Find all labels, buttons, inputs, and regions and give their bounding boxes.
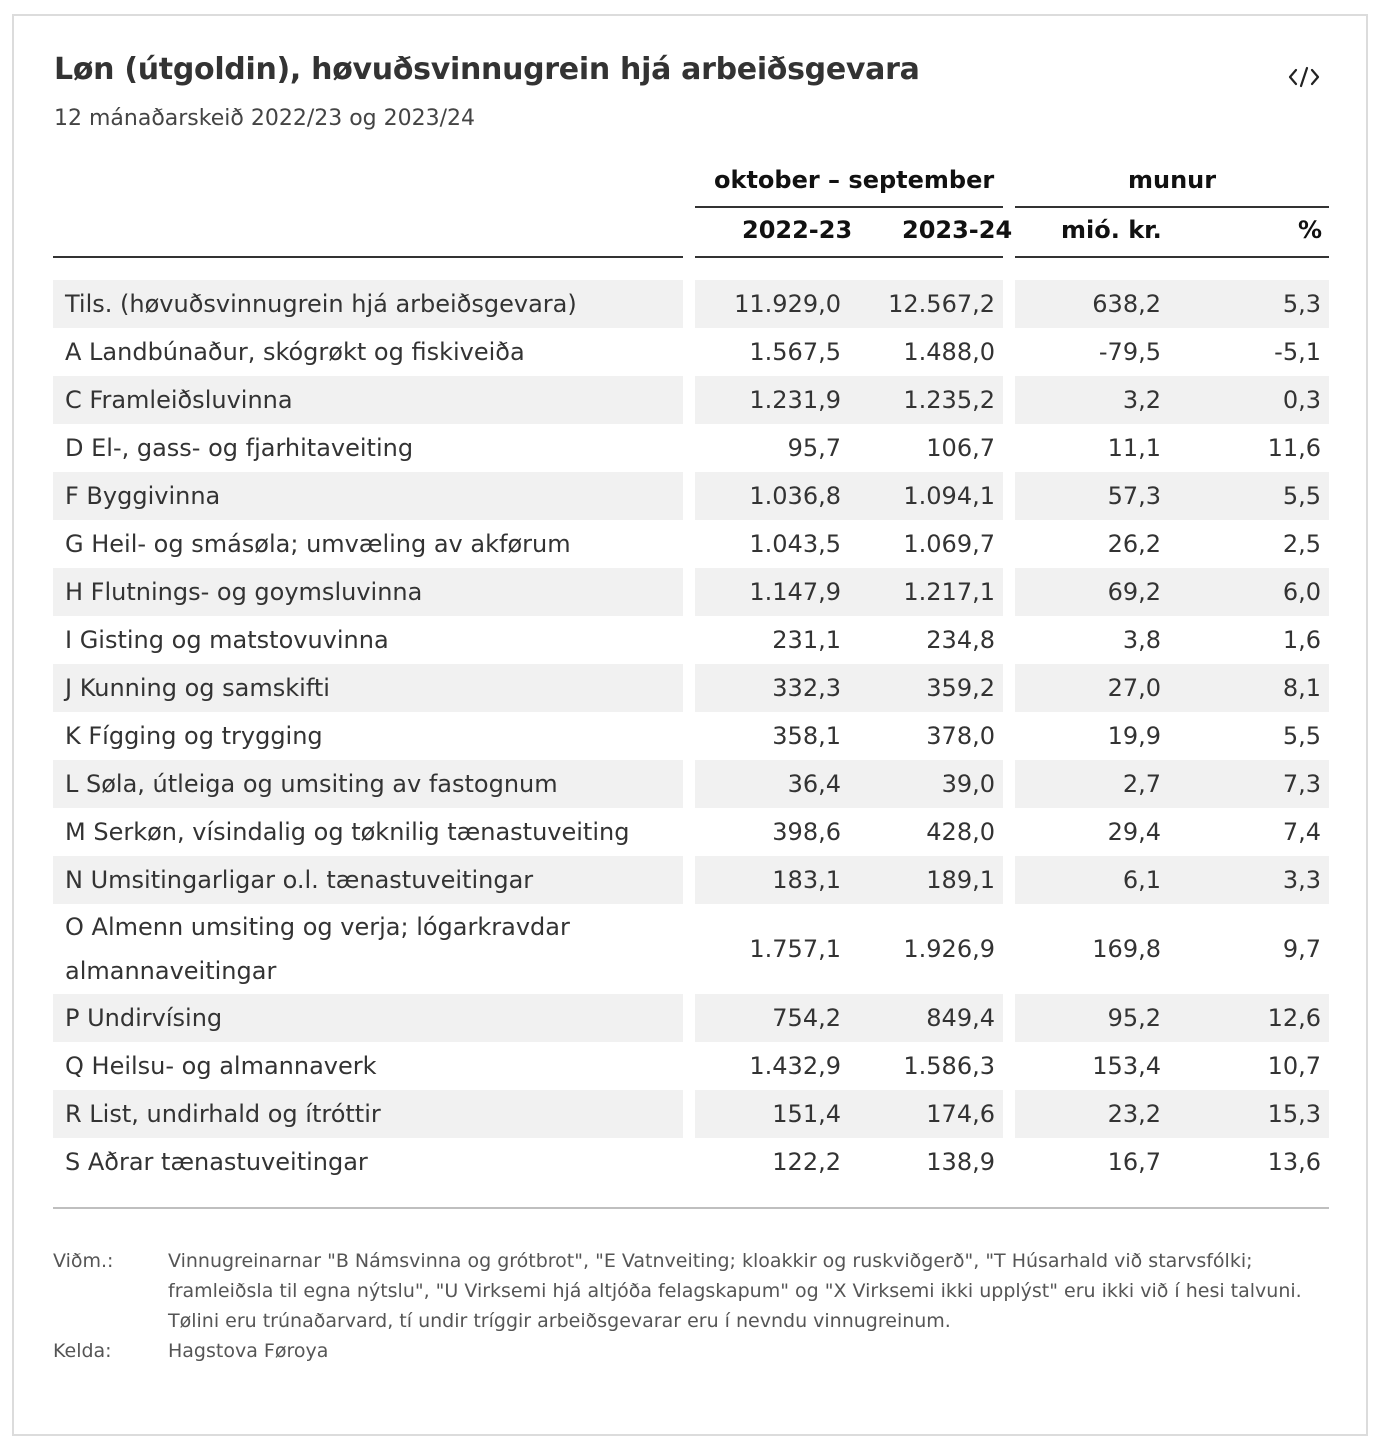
page-subtitle: 12 mánaðarskeið 2022/23 og 2023/24 [54,106,476,131]
page-title: Løn (útgoldin), høvuðsvinnugrein hjá arbeiðsgevara [54,52,920,87]
value-diff-mio-kr: 57,3 [1107,482,1161,510]
value-diff-percent: 11,6 [1267,434,1321,462]
value-diff-percent: 8,1 [1282,674,1321,702]
row-label: S Aðrar tænastuveitingar [65,1148,368,1176]
note-label: Viðm.: [53,1250,114,1272]
table-row [53,520,1329,568]
value-diff-mio-kr: 27,0 [1107,674,1161,702]
period-values [695,856,1003,904]
period-values [695,472,1003,520]
header-group-period: oktober – september [714,166,995,194]
value-diff-mio-kr: 29,4 [1107,818,1161,846]
row-label: P Undirvísing [53,994,683,1042]
value-2023-24: 1.586,3 [903,1052,995,1080]
value-2022-23: 332,3 [772,674,841,702]
header-rule-difference [1015,256,1329,258]
value-2023-24: 39,0 [941,770,995,798]
value-diff-percent: 7,4 [1282,818,1321,846]
period-values [695,376,1003,424]
value-2023-24: 1.069,7 [903,530,995,558]
value-diff-mio-kr: 638,2 [1092,290,1161,318]
value-2022-23: 358,1 [772,722,841,750]
difference-values [1015,904,1329,994]
value-2022-23: 1.043,5 [749,530,841,558]
table-row [53,904,1329,994]
row-label: R List, undirhald og ítróttir [53,1090,683,1138]
difference-values [1015,1090,1329,1138]
period-values [695,904,1003,994]
period-values [695,664,1003,712]
value-2023-24: 234,8 [926,626,995,654]
row-label: H Flutnings- og goymsluvinna [53,568,683,616]
period-values [695,280,1003,328]
source-label: Kelda: [53,1340,112,1362]
row-label: C Framleiðsluvinna [53,376,683,424]
difference-values [1015,994,1329,1042]
value-2023-24: 12.567,2 [888,290,995,318]
row-label: I Gisting og matstovuvinna [65,626,389,654]
period-values [695,1138,1003,1186]
difference-values [1015,1042,1329,1090]
header-group-difference-rule [1015,206,1329,208]
difference-values [1015,712,1329,760]
header-col-mio-kr: mió. kr. [1061,216,1162,244]
header-rule-period [695,256,1003,258]
value-diff-percent: 5,5 [1282,482,1321,510]
row-label: A Landbúnaður, skógrøkt og fiskiveiða [65,338,525,366]
value-2022-23: 11.929,0 [734,290,841,318]
value-diff-percent: 5,3 [1282,290,1321,318]
table-row [53,760,1329,808]
value-2022-23: 1.036,8 [749,482,841,510]
header-rule-label [53,256,683,258]
source-text: Hagstova Føroya [168,1340,329,1362]
value-diff-mio-kr: 69,2 [1107,578,1161,606]
period-values [695,520,1003,568]
period-values [695,808,1003,856]
header-col-percent: % [1298,216,1323,244]
value-diff-mio-kr: 2,7 [1122,770,1161,798]
code-embed-icon-graphic [1286,62,1322,92]
row-label: J Kunning og samskifti [53,664,683,712]
difference-values [1015,616,1329,664]
value-diff-mio-kr: 19,9 [1107,722,1161,750]
value-diff-mio-kr: 95,2 [1107,1004,1161,1032]
value-2022-23: 1.567,5 [749,338,841,366]
value-2023-24: 189,1 [926,866,995,894]
difference-values [1015,328,1329,376]
table-row [53,994,1329,1042]
value-diff-percent: 10,7 [1267,1052,1321,1080]
difference-values [1015,664,1329,712]
value-2023-24: 1.235,2 [903,386,995,414]
value-diff-percent: -5,1 [1274,338,1321,366]
note-text: Vinnugreinarnar "B Námsvinna og grótbrot", "E Vatnveiting; kloakkir og ruskviðgerð", "T Húsarhald við starvsfólki; framleiðsla til egna nýtslu", "U Virksemi hjá altjóða felagskapum" og "X Virksemi ikki upplýst" eru ikki við í hesi talvuni. Tølini eru trúnaðarvard, tí undir tríggir arbeiðsgevarar eru í nevndu vinnugreinum. [168,1250,1302,1332]
value-diff-percent: 3,3 [1282,866,1321,894]
difference-values [1015,568,1329,616]
value-diff-percent: 1,6 [1282,626,1321,654]
row-label: N Umsitingarligar o.l. tænastuveitingar [53,856,683,904]
value-2023-24: 1.217,1 [903,578,995,606]
data-table [53,280,1329,1186]
table-row [53,664,1329,712]
table-row [53,568,1329,616]
value-2023-24: 378,0 [926,722,995,750]
period-values [695,1090,1003,1138]
table-row [53,328,1329,376]
period-values [695,1042,1003,1090]
value-2023-24: 428,0 [926,818,995,846]
table-card [12,14,1368,1436]
value-2022-23: 183,1 [772,866,841,894]
table-bottom-rule [53,1207,1329,1209]
table-row [53,808,1329,856]
value-diff-mio-kr: 3,2 [1122,386,1161,414]
row-label: D El-, gass- og fjarhitaveiting [65,434,414,462]
code-embed-icon[interactable] [1286,62,1322,92]
value-2022-23: 231,1 [772,626,841,654]
row-label: Q Heilsu- og almannaverk [65,1052,377,1080]
value-diff-percent: 9,7 [1282,935,1321,963]
header-group-difference: munur [1128,166,1217,194]
value-diff-mio-kr: -79,5 [1098,338,1161,366]
table-row [53,424,1329,472]
row-label: K Fígging og trygging [65,722,323,750]
value-diff-mio-kr: 3,8 [1122,626,1161,654]
value-2023-24: 138,9 [926,1148,995,1176]
value-2022-23: 1.231,9 [749,386,841,414]
table-row [53,712,1329,760]
difference-values [1015,520,1329,568]
difference-values [1015,280,1329,328]
value-diff-mio-kr: 153,4 [1092,1052,1161,1080]
difference-values [1015,424,1329,472]
table-row [53,280,1329,328]
header-group-period-rule [695,206,1003,208]
value-2022-23: 1.757,1 [749,935,841,963]
value-2023-24: 849,4 [926,1004,995,1032]
table-row [53,616,1329,664]
row-label: F Byggivinna [53,472,683,520]
header-col-2023-24: 2023-24 [902,216,1013,244]
value-2023-24: 174,6 [926,1100,995,1128]
table-row [53,856,1329,904]
value-2022-23: 95,7 [787,434,841,462]
value-diff-percent: 2,5 [1282,530,1321,558]
value-2023-24: 1.926,9 [903,935,995,963]
value-diff-mio-kr: 169,8 [1092,935,1161,963]
difference-values [1015,376,1329,424]
value-diff-percent: 7,3 [1282,770,1321,798]
value-diff-percent: 13,6 [1267,1148,1321,1176]
value-2022-23: 1.432,9 [749,1052,841,1080]
value-diff-mio-kr: 16,7 [1107,1148,1161,1176]
header-col-2022-23: 2022-23 [742,216,853,244]
difference-values [1015,856,1329,904]
table-row [53,1090,1329,1138]
value-2023-24: 1.488,0 [903,338,995,366]
period-values [695,424,1003,472]
difference-values [1015,808,1329,856]
value-2023-24: 106,7 [926,434,995,462]
value-diff-mio-kr: 26,2 [1107,530,1161,558]
value-2022-23: 151,4 [772,1100,841,1128]
value-diff-percent: 0,3 [1282,386,1321,414]
period-values [695,616,1003,664]
table-row [53,376,1329,424]
table-row [53,1042,1329,1090]
value-diff-mio-kr: 6,1 [1122,866,1161,894]
value-2022-23: 398,6 [772,818,841,846]
value-diff-mio-kr: 11,1 [1107,434,1161,462]
difference-values [1015,760,1329,808]
value-2023-24: 1.094,1 [903,482,995,510]
period-values [695,712,1003,760]
difference-values [1015,472,1329,520]
row-label: Tils. (høvuðsvinnugrein hjá arbeiðsgevara) [53,280,683,328]
difference-values [1015,1138,1329,1186]
period-values [695,760,1003,808]
period-values [695,568,1003,616]
value-2022-23: 36,4 [787,770,841,798]
table-row [53,472,1329,520]
value-2022-23: 122,2 [772,1148,841,1176]
value-2022-23: 1.147,9 [749,578,841,606]
value-diff-percent: 5,5 [1282,722,1321,750]
table-row [53,1138,1329,1186]
value-2023-24: 359,2 [926,674,995,702]
period-values [695,994,1003,1042]
value-diff-percent: 15,3 [1267,1100,1321,1128]
period-values [695,328,1003,376]
value-diff-percent: 12,6 [1267,1004,1321,1032]
row-label: O Almenn umsiting og verja; lógarkravdar almannaveitingar [65,913,570,985]
row-label: L Søla, útleiga og umsiting av fastognum [53,760,683,808]
value-2022-23: 754,2 [772,1004,841,1032]
row-label: M Serkøn, vísindalig og tøknilig tænastuveiting [65,818,630,846]
row-label: G Heil- og smásøla; umvæling av akførum [65,530,571,558]
value-diff-mio-kr: 23,2 [1107,1100,1161,1128]
value-diff-percent: 6,0 [1282,578,1321,606]
